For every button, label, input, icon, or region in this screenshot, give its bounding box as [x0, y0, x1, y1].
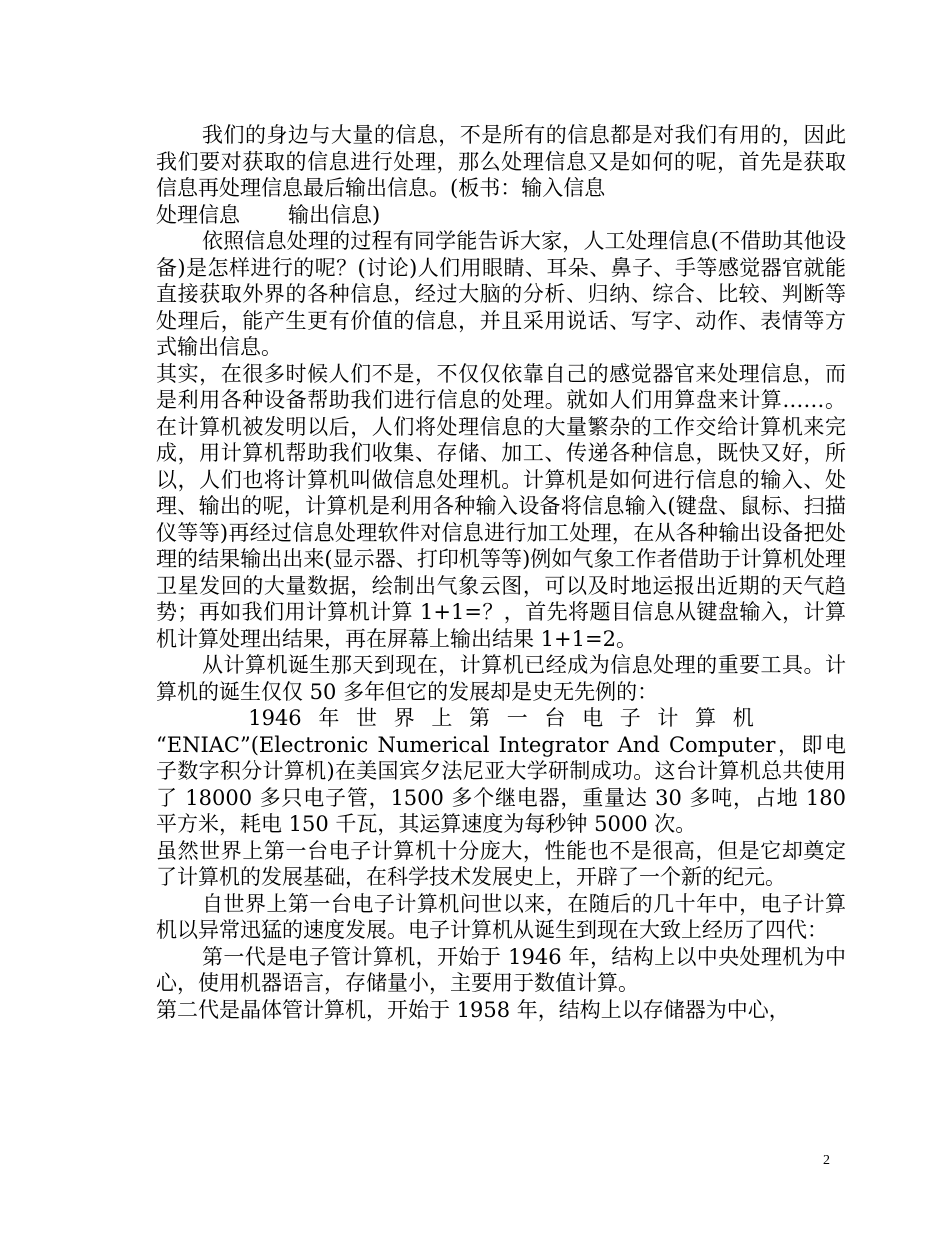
paragraph-eniac-heading: 1946 年 世 界 上 第 一 台 电 子 计 算 机	[248, 706, 754, 730]
paragraph-first-computer-significance: 虽然世界上第一台电子计算机十分庞大，性能也不是很高，但是它却奠定了计算机的发展基础，在科学技术发展史上，开辟了一个新的纪元。	[156, 838, 846, 889]
board-note-output: 输出信息)	[288, 202, 381, 227]
paragraph-information-intro: 我们的身边与大量的信息，不是所有的信息都是对我们有用的，因此我们要对获取的信息进行处理，那么处理信息又是如何的呢，首先是获取信息再处理信息最后输出信息。(板书：输入信息	[156, 123, 846, 200]
paragraph-board-notes	[156, 202, 846, 229]
paragraph-computer-generations: 自世界上第一台电子计算机问世以来，在随后的几十年中，电子计算机以异常迅猛的速度发展。电子计算机从诞生到现在大致上经历了四代：	[156, 891, 846, 942]
page-number: 2	[823, 1153, 830, 1168]
body-text	[156, 122, 846, 1023]
paragraph-manual-processing: 依照信息处理的过程有同学能告诉大家，人工处理信息(不借助其他设备)是怎样进行的呢？(讨论)人们用眼睛、耳朵、鼻子、手等感觉器官就能直接获取外界的各种信息，经过大脑的分析、归纳、综合、比较、判断等处理后，能产生更有价值的信息，并且采用说话、写字、动作、表情等方式输出信息。	[156, 229, 846, 359]
board-note-processing: 处理信息	[156, 202, 240, 227]
paragraph-first-generation: 第一代是电子管计算机，开始于 1946 年，结构上以中央处理机为中心，使用机器语言，存储量小，主要用于数值计算。	[156, 944, 846, 995]
paragraph-computer-history: 从计算机诞生那天到现在，计算机已经成为信息处理的重要工具。计算机的诞生仅仅 50 多年但它的发展却是史无先例的：	[156, 653, 846, 704]
paragraph-eniac: “ENIAC”(Electronic Numerical Integrator And Computer，即电子数字积分计算机)在美国宾夕法尼亚大学研制成功。这台计算机总共使用了 18000 多只电子管，1500 多个继电器，重量达 30 多吨，占地 180 平方米，耗电 150 千瓦，其运算速度为每秒钟 5000 次。	[156, 732, 846, 836]
paragraph-computer-processing: 其实，在很多时候人们不是，不仅仅依靠自己的感觉器官来处理信息，而是利用各种设备帮助我们进行信息的处理。就如人们用算盘来计算……。在计算机被发明以后，人们将处理信息的大量繁杂的工作交给计算机来完成，用计算机帮助我们收集、存储、加工、传递各种信息，既快又好，所以，人们也将计算机叫做信息处理机。计算机是如何进行信息的输入、处理、输出的呢，计算机是利用各种输入设备将信息输入(键盘、鼠标、扫描仪等等)再经过信息处理软件对信息进行加工处理，在从各种输出设备把处理的结果输出出来(显示器、打印机等等)例如气象工作者借助于计算机处理卫星发回的大量数据，绘制出气象云图，可以及时地运报出近期的天气趋势；再如我们用计算机计算 1+1=？，首先将题目信息从键盘输入，计算机计算处理出结果，再在屏幕上输出结果 1+1=2。	[156, 361, 846, 651]
paragraph-second-generation: 第二代是晶体管计算机，开始于 1958 年，结构上以存储器为中心，	[156, 997, 790, 1022]
